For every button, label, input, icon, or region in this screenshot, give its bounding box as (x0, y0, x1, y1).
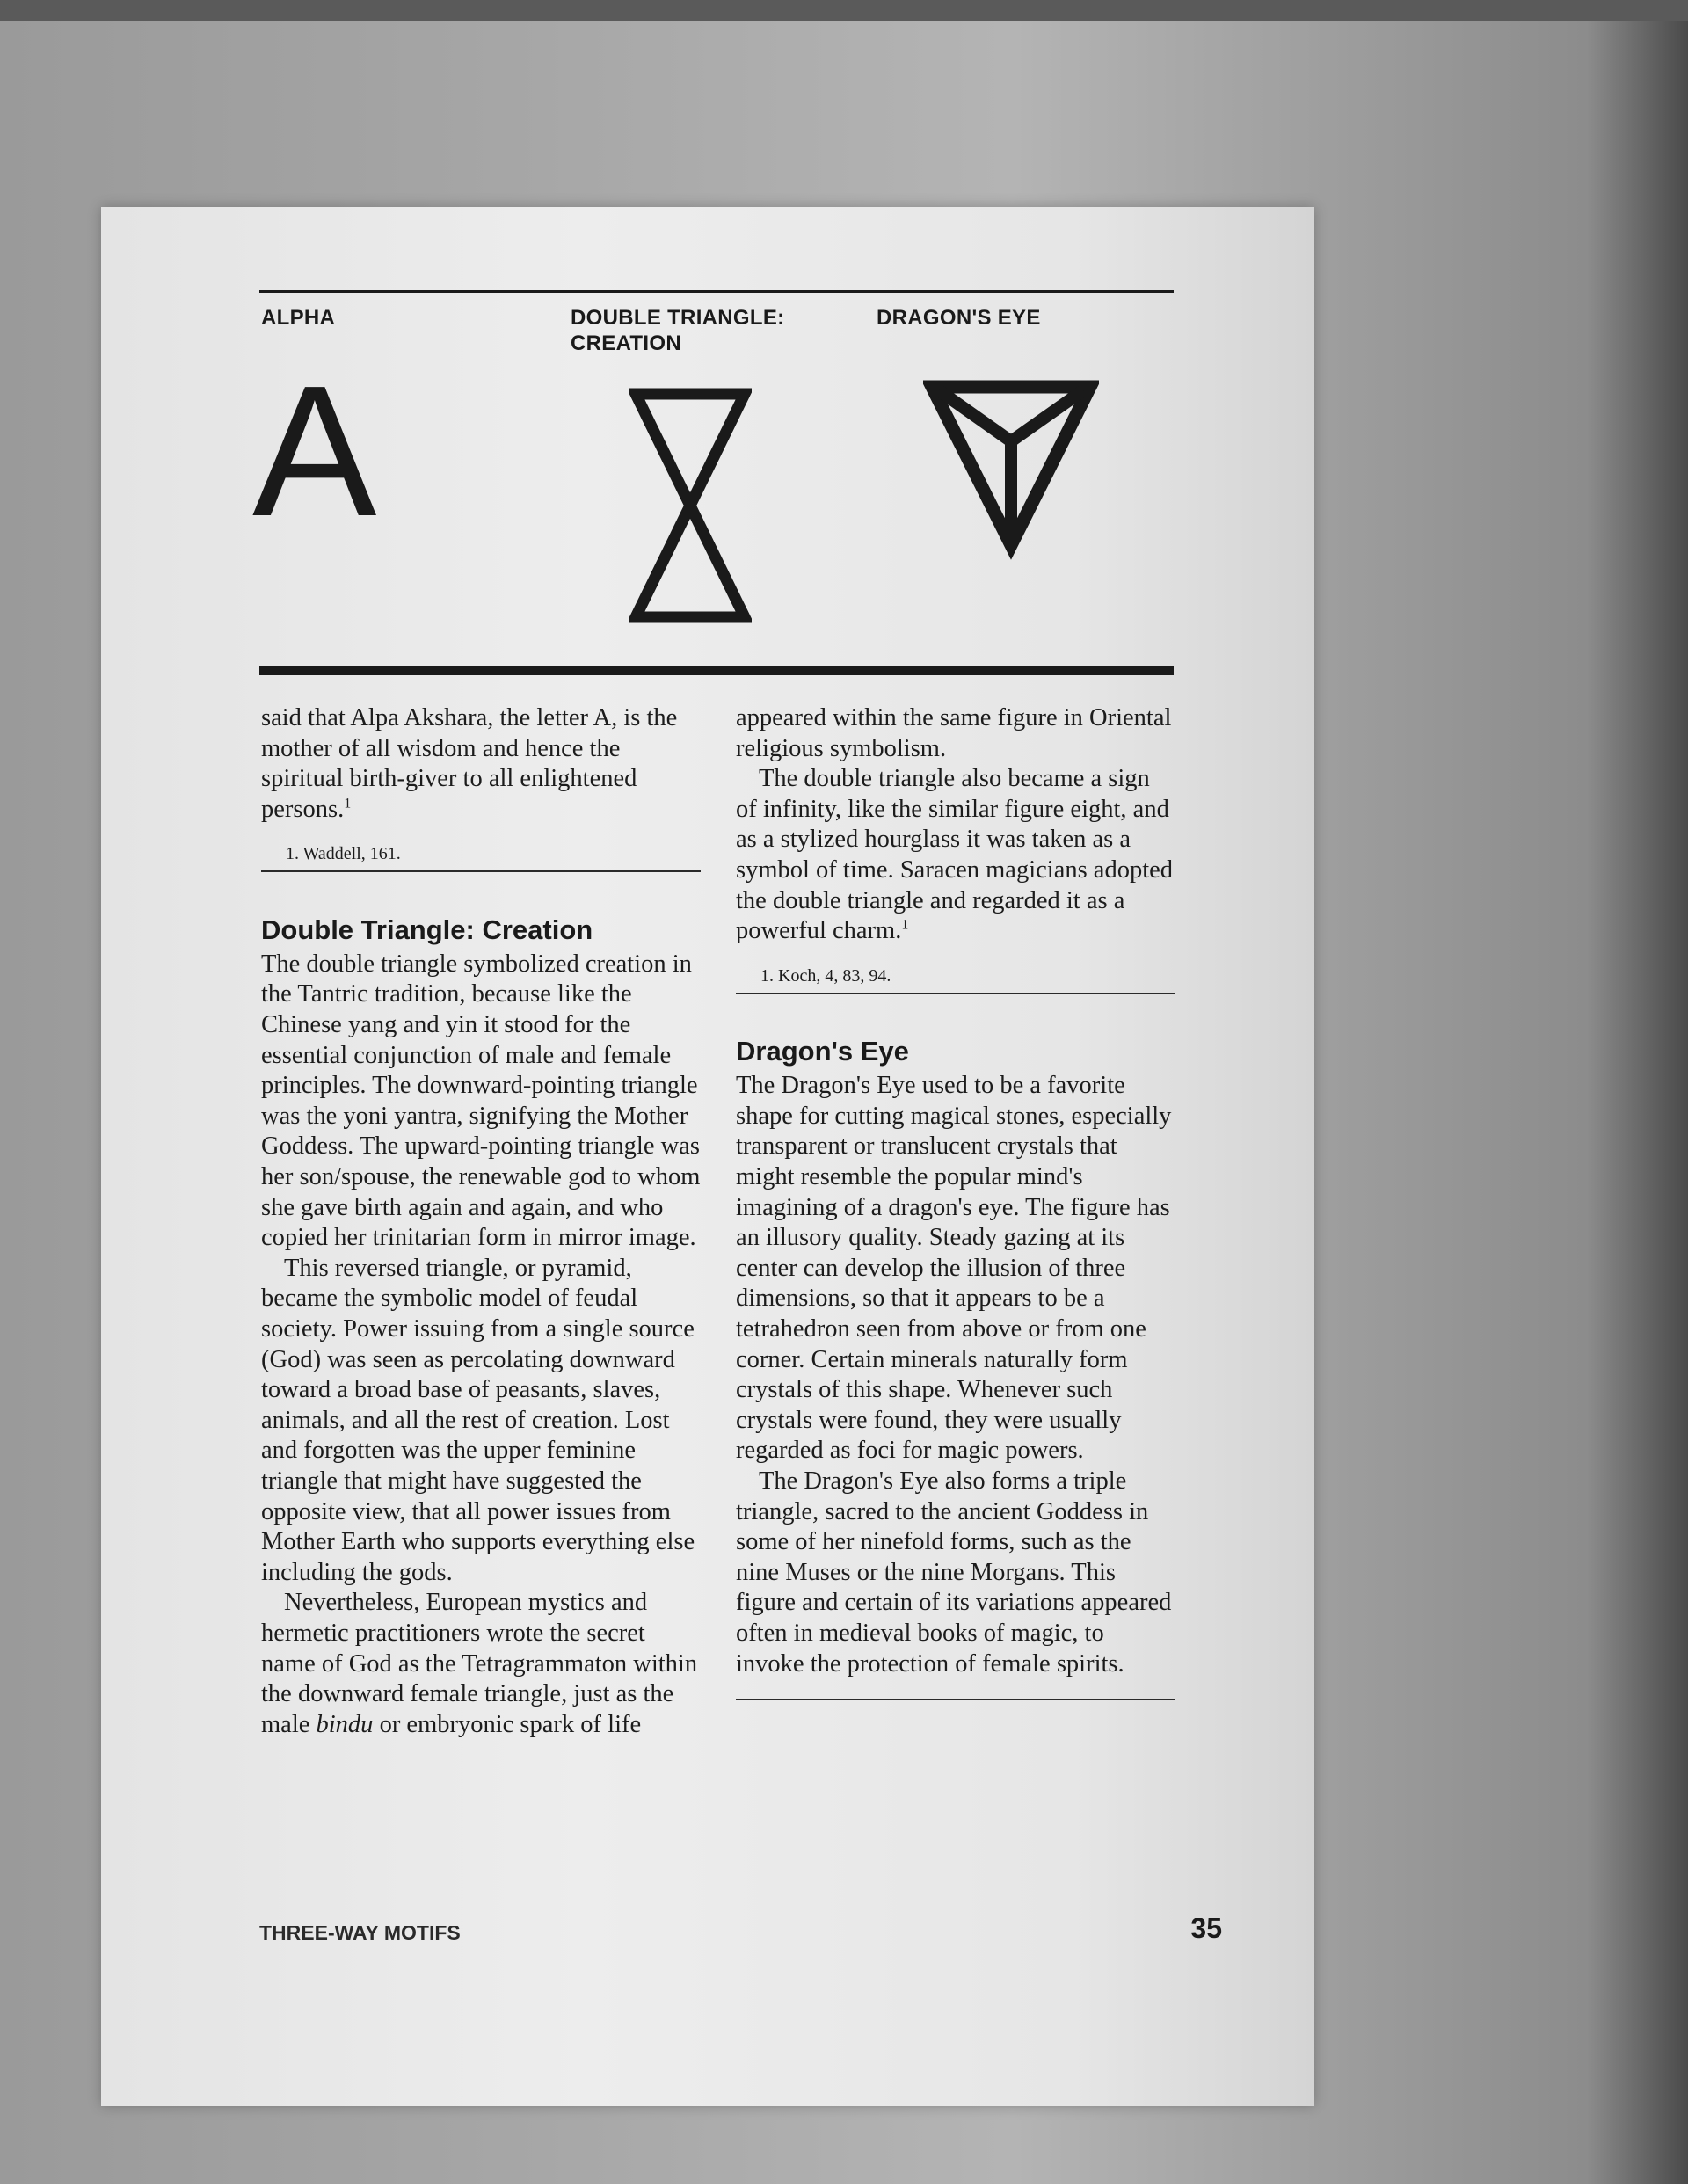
left-para-creation-2: This reversed triangle, or pyramid, became the symbolic model of feudal society. Power issuing from a single source (God) was seen as percolating downward toward a broad base of peasants, slaves, animals, and all the rest of creation. Lost and forgotten was the upper feminine triangle that might have suggested the opposite view, that all power issues from Mother Earth who supports everything else including the gods. (261, 1254, 695, 1586)
double-triangle-symbol (629, 387, 752, 624)
label-dragons-eye: DRAGON'S EYE (877, 306, 1041, 330)
dragons-eye-inner-lines (939, 390, 1083, 538)
right-footnote-rule (736, 993, 1175, 994)
footer-section-title: THREE-WAY MOTIFS (259, 1921, 461, 1944)
right-para-dragons-eye-1: The Dragon's Eye used to be a favorite shape for cutting magical stones, especially transparent or translucent crystals that might resemble the popular mind's imagining of a dragon's eye. The figure has an illusory quality. Steady gazing at its center can develop the illusion of three dimensions, so that it appears to be a tetrahedron seen from above or from one corner. Certain minerals naturally form crystals of this shape. Whenever such crystals were found, they were usually regarded as foci for magic powers. (736, 1072, 1172, 1465)
thick-divider (259, 666, 1174, 675)
page-number: 35 (1190, 1912, 1222, 1944)
heading-double-triangle: Double Triangle: Creation (261, 914, 593, 945)
right-para-continued: appeared within the same figure in Oriental religious symbolism. (736, 704, 1172, 762)
right-para-infinity-text: The double triangle also became a sign of infinity, like the similar figure eight, and as a stylized hourglass it was taken as a symbol of time. Saracen magicians adopted the double triangle and regarded it as a powerful charm. (736, 765, 1174, 945)
left-para-alpha-text: said that Alpa Akshara, the letter A, is the mother of all wisdom and hence the spiritual birth-giver to all enlightened persons. (261, 704, 678, 823)
top-rule (259, 290, 1174, 293)
left-para-creation-3b: or embryonic spark of life (379, 1710, 642, 1738)
left-column (261, 703, 701, 1740)
left-footnote-rule (261, 870, 701, 872)
label-double-triangle-line1: DOUBLE TRIANGLE: (571, 306, 785, 330)
left-para-alpha-note: 1 (344, 796, 352, 812)
right-para-infinity (736, 764, 1175, 947)
book-page (101, 207, 1314, 2106)
footnote-waddell: 1. Waddell, 161. (286, 844, 401, 864)
label-double-triangle (571, 305, 784, 356)
alpha-symbol: A (252, 346, 377, 555)
label-alpha: ALPHA (261, 306, 336, 330)
right-para-dragons-eye-2: The Dragon's Eye also forms a triple triangle, sacred to the ancient Goddess in some of her ninefold forms, such as the nine Muses or the nine Morgans. This figure and certain of its variations appeared often in medieval books of magic, to invoke the protection of female spirits. (736, 1467, 1172, 1678)
dragons-eye-symbol (923, 378, 1099, 563)
right-end-rule (736, 1699, 1175, 1700)
footnote-koch: 1. Koch, 4, 83, 94. (760, 965, 891, 986)
left-para-creation-3 (261, 1588, 701, 1740)
right-para-infinity-note: 1 (901, 917, 909, 933)
label-double-triangle-line2: CREATION (571, 331, 681, 355)
left-para-alpha (261, 703, 701, 825)
right-column (736, 703, 1175, 1700)
double-triangle-shape (636, 394, 745, 617)
left-para-creation-1: The double triangle symbolized creation in the Tantric tradition, because like the Chinese yang and yin it stood for the essential conjunction of male and female principles. The downward-pointing triangle was the yoni yantra, signifying the Mother Goddess. The upward-pointing triangle was her son/spouse, the renewable god to whom she gave birth again and again, and who copied her trinitarian form in mirror image. (261, 950, 701, 1252)
scan-top-edge (0, 0, 1688, 21)
term-bindu: bindu (316, 1710, 374, 1738)
left-para-creation-3a: Nevertheless, European mystics and hermetic practitioners wrote the secret name of God as the Tetragrammaton within the downward female triangle, just as the male (261, 1589, 698, 1738)
heading-dragons-eye: Dragon's Eye (736, 1036, 909, 1067)
